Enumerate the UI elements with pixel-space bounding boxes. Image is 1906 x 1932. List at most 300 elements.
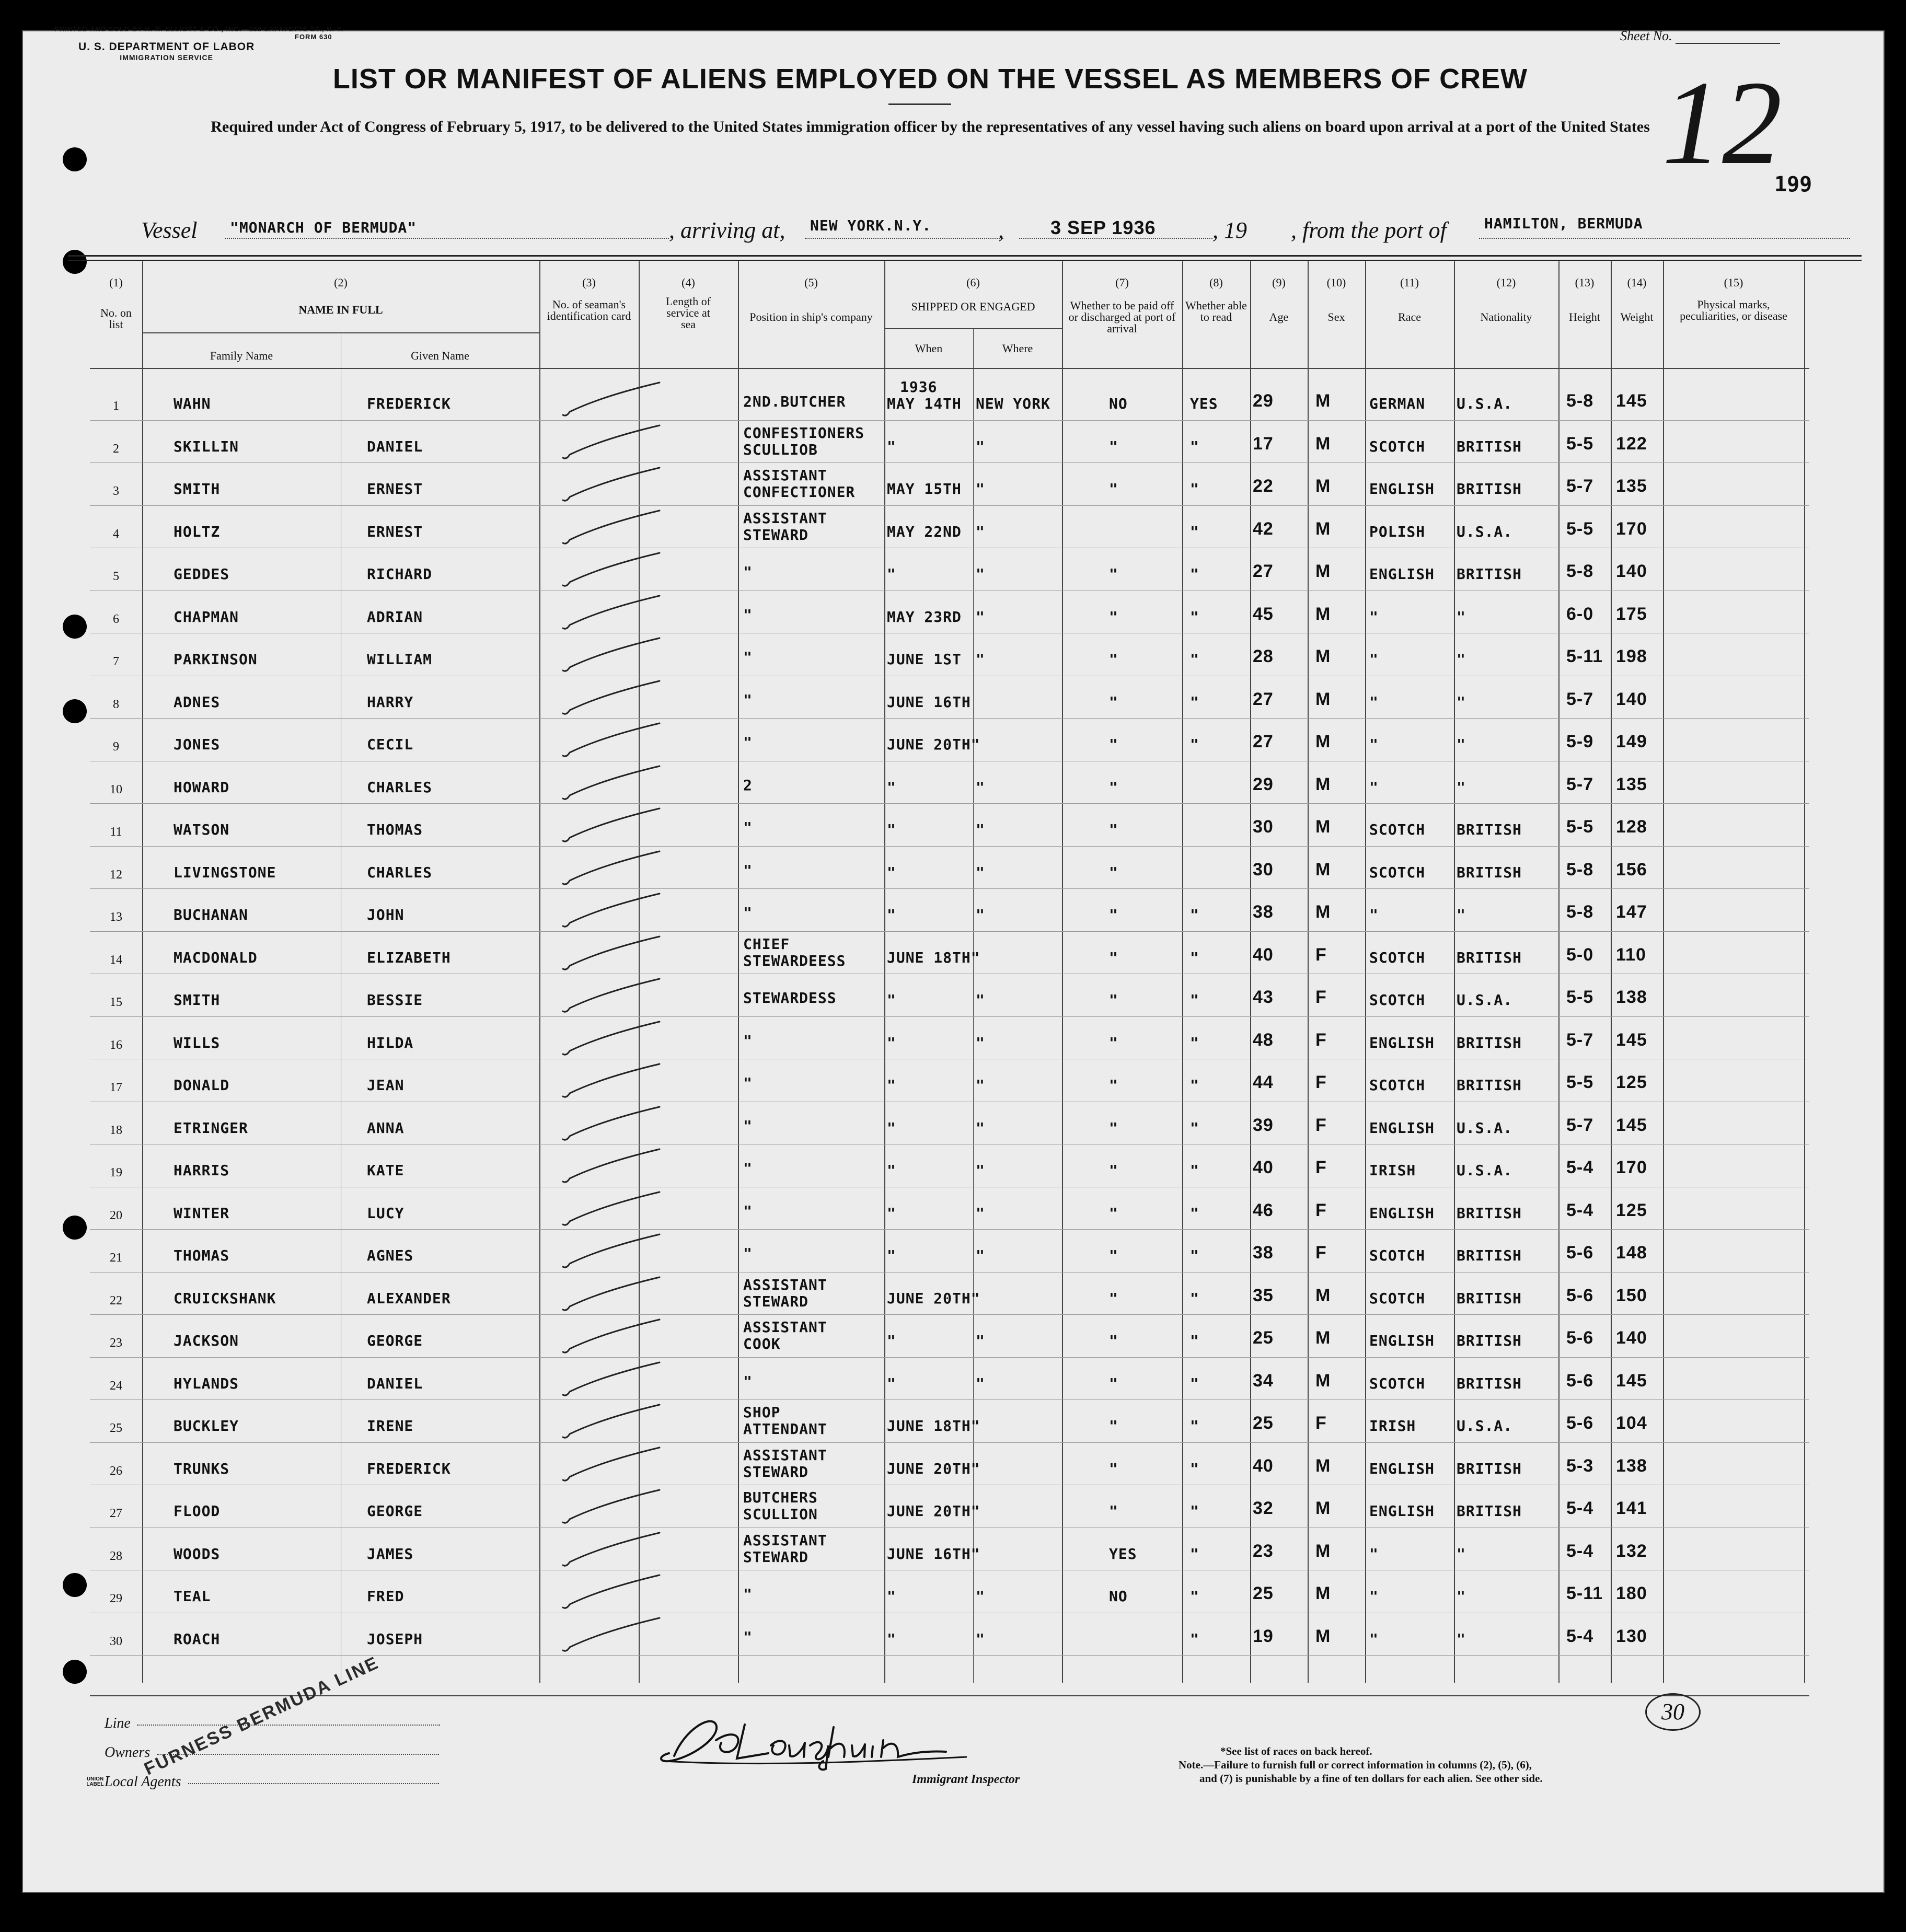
cell-sex: M: [1315, 1626, 1331, 1646]
cell-height: 5-7: [1566, 1115, 1594, 1135]
cell-age: 17: [1253, 433, 1274, 454]
punch-hole: [63, 1573, 87, 1597]
cell-read: ": [1190, 523, 1199, 540]
header-bottom-rule: [90, 368, 1809, 369]
check-mark-icon: [560, 551, 675, 593]
check-mark-icon: [560, 1105, 675, 1147]
cell-given: DANIEL: [367, 437, 423, 455]
cell-position-cont: STEWARD: [743, 526, 809, 543]
punch-hole: [63, 699, 87, 723]
cell-height: 5-5: [1566, 1072, 1594, 1092]
cell-given: AGNES: [367, 1247, 414, 1264]
cell-paid: ": [1109, 1119, 1118, 1137]
cell-age: 38: [1253, 1243, 1274, 1263]
cell-given: THOMAS: [367, 821, 423, 838]
row-number: 22: [110, 1293, 122, 1308]
cell-weight: 141: [1616, 1498, 1647, 1518]
cell-age: 44: [1253, 1072, 1274, 1092]
cell-age: 25: [1253, 1328, 1274, 1348]
cell-family: ADNES: [174, 693, 221, 711]
cell-position: ": [743, 1074, 753, 1092]
cell-sex: F: [1315, 1029, 1327, 1050]
cell-read: YES: [1190, 395, 1218, 412]
inspector-label: Immigrant Inspector: [912, 1773, 1020, 1786]
cell-read: ": [1190, 1204, 1199, 1222]
line-label: Line: [105, 1715, 131, 1731]
cell-given: FREDERICK: [367, 1460, 451, 1477]
cell-position: ASSISTANT: [743, 1446, 827, 1464]
printer-imprint: PRINTED AND SOLD BY H. R. ELLIOTT & CO., INC.—159 LAFAYETTE ST., N. Y. FORM 630: [54, 25, 344, 41]
table-row: [90, 548, 1804, 591]
row-number: 8: [113, 697, 119, 711]
row-number: 17: [110, 1081, 122, 1094]
cell-sex: F: [1315, 1158, 1327, 1177]
cell-race: IRISH: [1369, 1417, 1416, 1434]
cell-read: ": [1190, 736, 1199, 753]
sheet-number: Sheet No.: [1620, 28, 1780, 44]
check-mark-icon: [560, 1275, 675, 1317]
cell-read: ": [1190, 1162, 1199, 1179]
cell-sex: F: [1315, 1413, 1327, 1433]
cell-when: JUNE 16TH": [887, 1545, 980, 1563]
cell-given: GEORGE: [367, 1332, 423, 1349]
table-row: [90, 420, 1804, 463]
punch-hole: [63, 250, 87, 274]
cell-family: WATSON: [174, 821, 230, 838]
cell-paid: ": [1109, 1502, 1118, 1520]
cell-when: JUNE 20TH": [887, 1289, 980, 1307]
cell-when: ": [887, 1077, 896, 1094]
cell-nat: ": [1457, 1588, 1466, 1605]
cell-when: JUNE 1ST: [887, 651, 962, 668]
cell-race: SCOTCH: [1369, 1289, 1426, 1307]
cell-paid: YES: [1109, 1545, 1137, 1563]
cell-nat: ": [1457, 1545, 1466, 1563]
cell-paid: ": [1109, 821, 1118, 838]
table-row: [90, 1485, 1804, 1528]
cell-age: 40: [1253, 944, 1274, 965]
document-title: LIST OR MANIFEST OF ALIENS EMPLOYED ON THE VESSEL AS MEMBERS OF CREW: [332, 63, 1528, 95]
cell-height: 5-7: [1566, 1029, 1594, 1050]
check-mark-icon: [560, 380, 675, 422]
cell-height: 5-6: [1566, 1370, 1594, 1391]
cell-when: ": [887, 1374, 896, 1392]
cell-where: ": [976, 565, 985, 583]
cell-race: ENGLISH: [1369, 565, 1435, 583]
cell-height: 5-11: [1566, 1583, 1603, 1603]
row-number: 3: [113, 484, 119, 498]
inspector-signature: [653, 1709, 977, 1774]
cell-family: SMITH: [174, 480, 221, 498]
cell-family: CRUICKSHANK: [174, 1289, 276, 1307]
cell-given: WILLIAM: [367, 651, 433, 668]
cell-position-cont: CONFECTIONER: [743, 483, 856, 501]
cell-where: ": [976, 480, 985, 498]
cell-read: ": [1190, 651, 1199, 668]
col-number: (10): [1326, 276, 1346, 289]
cell-given: ANNA: [367, 1119, 405, 1137]
cell-when: MAY 15TH: [887, 480, 962, 498]
cell-race: ENGLISH: [1369, 1332, 1435, 1349]
header-name-in-full: NAME IN FULL: [298, 303, 383, 316]
cell-given: ERNEST: [367, 523, 423, 540]
cell-height: 5-3: [1566, 1455, 1594, 1476]
cell-height: 5-7: [1566, 689, 1594, 709]
table-row: [90, 1357, 1804, 1400]
cell-nat: BRITISH: [1457, 1077, 1522, 1094]
cell-read: ": [1190, 1077, 1199, 1094]
header-family-name: Family Name: [210, 349, 273, 362]
cell-position: ASSISTANT: [743, 1276, 827, 1293]
cell-age: 38: [1253, 902, 1274, 922]
cell-where: ": [976, 437, 985, 455]
row-number: 2: [113, 442, 119, 456]
cell-read: ": [1190, 1332, 1199, 1349]
cell-family: HOLTZ: [174, 523, 221, 540]
cell-nat: ": [1457, 693, 1466, 711]
cell-weight: 147: [1616, 902, 1647, 922]
cell-read: ": [1190, 1417, 1199, 1434]
cell-age: 29: [1253, 391, 1274, 411]
check-mark-icon: [560, 1190, 675, 1232]
cell-position: 2: [743, 776, 753, 794]
cell-race: SCOTCH: [1369, 821, 1426, 838]
cell-race: ENGLISH: [1369, 480, 1435, 498]
cell-sex: F: [1315, 1200, 1327, 1220]
cell-race: ": [1369, 1545, 1379, 1563]
header-rule: [68, 260, 1862, 261]
header-height: Height: [1569, 310, 1600, 323]
col-number: (6): [966, 276, 980, 289]
cell-weight: 138: [1616, 987, 1647, 1007]
check-mark-icon: [560, 764, 675, 806]
cell-family: LIVINGSTONE: [174, 863, 276, 881]
row-number: 5: [113, 570, 119, 583]
table-row: [90, 888, 1804, 931]
table-row: [90, 718, 1804, 761]
check-mark-icon: [560, 1573, 675, 1615]
cell-family: HARRIS: [174, 1162, 230, 1179]
cell-position-cont: SCULLIOB: [743, 441, 818, 458]
check-mark-icon: [560, 1317, 675, 1359]
cell-when: ": [887, 906, 896, 923]
cell-given: CECIL: [367, 736, 414, 753]
cell-nat: BRITISH: [1457, 565, 1522, 583]
cell-given: JOHN: [367, 906, 405, 923]
table-row: [90, 377, 1804, 420]
cell-paid: ": [1109, 1077, 1118, 1094]
cell-sex: M: [1315, 817, 1331, 837]
cell-race: ENGLISH: [1369, 1460, 1435, 1477]
check-mark-icon: [560, 1531, 675, 1572]
footer-notes: [1179, 1744, 1543, 1785]
table-bottom-rule: [90, 1695, 1809, 1696]
cell-height: 5-11: [1566, 646, 1603, 666]
cell-where: ": [976, 778, 985, 796]
cell-given: BESSIE: [367, 991, 423, 1009]
vessel-label: Vessel: [141, 217, 198, 243]
cell-weight: 150: [1616, 1285, 1647, 1305]
cell-position: ASSISTANT: [743, 467, 827, 484]
row-number: 18: [110, 1123, 122, 1137]
cell-given: IRENE: [367, 1417, 414, 1434]
cell-position: ": [743, 1032, 753, 1049]
cell-when: ": [887, 565, 896, 583]
cell-where: ": [976, 651, 985, 668]
cell-weight: 132: [1616, 1541, 1647, 1561]
cell-nat: BRITISH: [1457, 1204, 1522, 1222]
cell-when: ": [887, 1630, 896, 1648]
cell-position: CHIEF: [743, 935, 790, 953]
check-mark-icon: [560, 1147, 675, 1189]
check-mark-icon: [560, 1232, 675, 1274]
cell-when: ": [887, 821, 896, 838]
cell-age: 29: [1253, 774, 1274, 794]
page-number: 199: [1774, 172, 1812, 196]
cell-weight: 122: [1616, 433, 1647, 454]
cell-when: JUNE 16TH: [887, 693, 971, 711]
cell-read: ": [1190, 948, 1199, 966]
cell-family: JONES: [174, 736, 221, 753]
check-mark-icon: [560, 466, 675, 507]
cell-paid: ": [1109, 1034, 1118, 1051]
cell-paid: ": [1109, 778, 1118, 796]
row-number: 25: [110, 1421, 122, 1435]
cell-race: SCOTCH: [1369, 1077, 1426, 1094]
cell-age: 46: [1253, 1200, 1274, 1220]
cell-position: ": [743, 1160, 753, 1177]
cell-sex: F: [1315, 987, 1327, 1007]
cell-when: ": [887, 1034, 896, 1051]
cell-height: 5-6: [1566, 1243, 1594, 1263]
cell-age: 34: [1253, 1370, 1274, 1391]
cell-nat: BRITISH: [1457, 1289, 1522, 1307]
cell-nat: BRITISH: [1457, 437, 1522, 455]
col-number: (13): [1575, 276, 1595, 289]
col-number: (14): [1627, 276, 1647, 289]
row-number: 1: [113, 399, 119, 413]
cell-height: 5-6: [1566, 1328, 1594, 1348]
cell-height: 5-4: [1566, 1541, 1594, 1561]
cell-height: 5-5: [1566, 433, 1594, 454]
cell-read: ": [1190, 480, 1199, 498]
cell-sex: M: [1315, 433, 1331, 454]
arrival-date: 3 SEP 1936: [1050, 217, 1156, 238]
cell-when: ": [887, 437, 896, 455]
cell-paid: ": [1109, 906, 1118, 923]
cell-race: SCOTCH: [1369, 863, 1426, 881]
cell-position: ASSISTANT: [743, 1531, 827, 1549]
table-row: [90, 974, 1804, 1016]
col-number: (3): [582, 276, 596, 289]
row-number: 16: [110, 1038, 122, 1052]
cell-sex: F: [1315, 1115, 1327, 1135]
cell-sex: F: [1315, 1243, 1327, 1263]
cell-weight: 104: [1616, 1413, 1647, 1433]
table-row: [90, 1229, 1804, 1272]
row-number: 10: [110, 782, 122, 796]
cell-read: ": [1190, 1034, 1199, 1051]
cell-sex: M: [1315, 646, 1331, 666]
check-mark-icon: [560, 1360, 675, 1402]
penalty-note: Note.—Failure to furnish full or correct information in columns (2), (5), (6),: [1179, 1759, 1532, 1771]
cell-nat: U.S.A.: [1457, 1417, 1513, 1434]
row-number: 15: [110, 996, 122, 1009]
cell-age: 19: [1253, 1626, 1274, 1646]
cell-weight: 130: [1616, 1626, 1647, 1646]
col-number: (5): [804, 276, 818, 289]
cell-nat: BRITISH: [1457, 1460, 1522, 1477]
row-number: 4: [113, 527, 119, 541]
column-rule: [1804, 261, 1805, 1683]
cell-nat: U.S.A.: [1457, 523, 1513, 540]
header-rule: [68, 255, 1862, 257]
cell-race: ": [1369, 608, 1379, 626]
row-number: 19: [110, 1166, 122, 1179]
union-bug: UNION LABEL: [86, 1776, 104, 1787]
cell-paid: ": [1109, 693, 1118, 711]
check-mark-icon: [560, 721, 675, 763]
cell-where: ": [976, 906, 985, 923]
cell-when: ": [887, 1204, 896, 1222]
cell-weight: 125: [1616, 1200, 1647, 1220]
cell-read: ": [1190, 1119, 1199, 1137]
cell-weight: 125: [1616, 1072, 1647, 1092]
check-mark-icon: [560, 1616, 675, 1658]
cell-where: ": [976, 1630, 985, 1648]
cell-read: ": [1190, 565, 1199, 583]
cell-position-cont: ATTENDANT: [743, 1420, 827, 1438]
cell-weight: 110: [1616, 944, 1646, 965]
cell-given: ERNEST: [367, 480, 423, 498]
cell-year: 1936: [900, 378, 938, 396]
header-read: Whether able to read: [1185, 299, 1247, 323]
cell-sex: M: [1315, 1583, 1331, 1603]
cell-given: JEAN: [367, 1077, 405, 1094]
header-sex: Sex: [1327, 310, 1345, 323]
punch-hole: [63, 1216, 87, 1240]
cell-age: 22: [1253, 476, 1274, 496]
cell-given: LUCY: [367, 1204, 405, 1222]
cell-race: ": [1369, 906, 1379, 923]
cell-race: SCOTCH: [1369, 437, 1426, 455]
header-service: Length of service at sea: [665, 295, 711, 331]
cell-paid: ": [1109, 651, 1118, 668]
cell-read: ": [1190, 1460, 1199, 1477]
cell-sex: M: [1315, 902, 1331, 922]
cell-paid: ": [1109, 1247, 1118, 1264]
cell-age: 45: [1253, 604, 1274, 624]
cell-when: JUNE 20TH": [887, 736, 980, 753]
cell-paid: ": [1109, 480, 1118, 498]
check-mark-icon: [560, 636, 675, 678]
cell-position: ASSISTANT: [743, 509, 827, 527]
cell-where: ": [976, 1247, 985, 1264]
vessel-name: "MONARCH OF BERMUDA": [230, 219, 417, 236]
cell-family: MACDONALD: [174, 948, 258, 966]
cell-sex: M: [1315, 1455, 1331, 1476]
check-mark-icon: [560, 1020, 675, 1061]
check-mark-icon: [560, 806, 675, 848]
row-number: 13: [110, 910, 122, 924]
cell-position: ": [743, 1372, 753, 1390]
punch-hole: [63, 147, 87, 171]
cell-where: ": [976, 1374, 985, 1392]
cell-sex: M: [1315, 1285, 1331, 1305]
cell-height: 5-9: [1566, 732, 1594, 751]
cell-nat: ": [1457, 651, 1466, 668]
cell-age: 27: [1253, 561, 1274, 581]
cell-sex: M: [1315, 604, 1331, 624]
cell-paid: ": [1109, 437, 1118, 455]
cell-weight: 156: [1616, 859, 1647, 880]
table-row: [90, 1272, 1804, 1315]
cell-nat: ": [1457, 608, 1466, 626]
cell-height: 5-8: [1566, 859, 1594, 880]
cell-paid: NO: [1109, 1588, 1128, 1605]
cell-sex: M: [1315, 518, 1331, 539]
arriving-port: NEW YORK.N.Y.: [810, 217, 932, 234]
row-number: 7: [113, 655, 119, 668]
cell-given: HILDA: [367, 1034, 414, 1051]
year-label: , 19: [1212, 217, 1247, 243]
table-row: [90, 462, 1804, 505]
cell-age: 25: [1253, 1413, 1274, 1433]
cell-nat: BRITISH: [1457, 1034, 1522, 1051]
cell-age: 27: [1253, 732, 1274, 751]
cell-when: ": [887, 991, 896, 1009]
cell-paid: ": [1109, 1460, 1118, 1477]
cell-given: JOSEPH: [367, 1630, 423, 1648]
cell-family: CHAPMAN: [174, 608, 239, 626]
cell-position: ": [743, 606, 753, 623]
header-no-on-list: No. on list: [100, 306, 132, 331]
cell-given: GEORGE: [367, 1502, 423, 1520]
cell-given: JAMES: [367, 1545, 414, 1563]
cell-family: PARKINSON: [174, 651, 258, 668]
cell-nat: BRITISH: [1457, 1247, 1522, 1264]
table-row: [90, 676, 1804, 719]
cell-age: 48: [1253, 1029, 1274, 1050]
cell-when: ": [887, 1162, 896, 1179]
table-row: [90, 1187, 1804, 1230]
table-row: [90, 1102, 1804, 1144]
line-field: [137, 1725, 440, 1726]
cell-when: JUNE 18TH": [887, 1417, 980, 1434]
cell-where: ": [976, 1588, 985, 1605]
cell-sex: F: [1315, 944, 1327, 965]
table-row: [90, 761, 1804, 804]
cell-race: ENGLISH: [1369, 1034, 1435, 1051]
cell-race: ": [1369, 1588, 1379, 1605]
check-mark-icon: [560, 1445, 675, 1487]
cell-age: 39: [1253, 1115, 1274, 1135]
department-heading: [78, 41, 255, 62]
cell-read: ": [1190, 1630, 1199, 1648]
cell-where: ": [976, 1204, 985, 1222]
cell-paid: ": [1109, 736, 1118, 753]
cell-paid: ": [1109, 991, 1118, 1009]
cell-family: FLOOD: [174, 1502, 221, 1520]
cell-when: JUNE 20TH": [887, 1460, 980, 1477]
row-number: 23: [110, 1336, 122, 1350]
cell-age: 28: [1253, 646, 1274, 666]
cell-read: ": [1190, 1247, 1199, 1264]
agents-field: [188, 1783, 439, 1784]
cell-where: ": [976, 608, 985, 626]
cell-read: ": [1190, 1502, 1199, 1520]
col-number: (8): [1209, 276, 1223, 289]
